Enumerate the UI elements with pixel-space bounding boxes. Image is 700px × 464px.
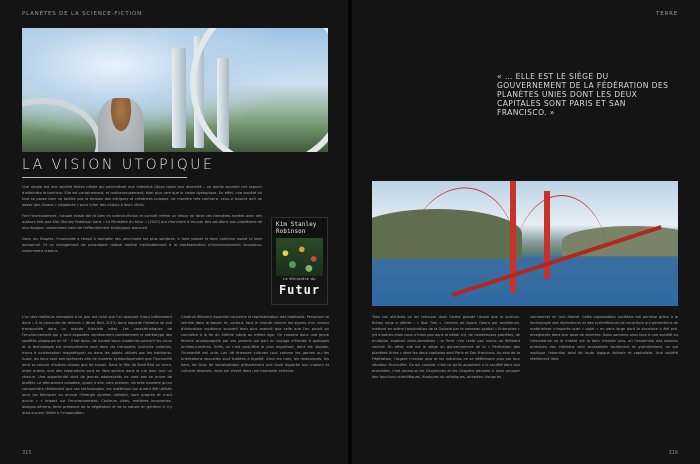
left-page [0, 0, 348, 464]
paragraph: commercer en tout liberté. Cette organisation sociétale est permise grâce à la technologie des réplicateurs et des synthétiseurs de nourriture qui permettent de matérialiser n'importe quel « objet » en sens large dont la structure a été pré-enregistrée dans leur base de données. Nous sommes ainsi face à une société où l'abondance va la misère est la faim n'existe plus, où l'ensemble des besoins primaires des individus sont accessibles facilement et gratuitement, ce qui explique l'abandon total de toute logique libérale et capitaliste. Une société réellement libre. [530, 315, 678, 361]
paragraph: Fort heureusement, l'utopie existe bel et bien en science-fiction et connaît même un retour en force ces dernières années avec des auteurs tels que Kim Stanley Robinson dans « Le Ministère du futur » (2020) qui cherchent à trouver des solutions aux problèmes de leur époque, notamment celui de l'effondrement écologique annoncé. [22, 214, 262, 230]
body-text-column-1 [22, 314, 172, 421]
body-text-column-4 [530, 314, 678, 367]
chapter-title: LA VISION UTOPIQUE [22, 157, 215, 173]
ring-structure [22, 98, 102, 152]
golden-gate-bridge-photo [372, 181, 678, 306]
paragraph: Tous ces attributs on les retrouve dans l'autre grande Utopie que la science-fiction nous a offerte : « Star Trek ». Univers de Space Opera par excellence, mettant en scène l'exploration de la Galaxie par le vaisseau spatial « Enterprise » (et d'autres mais nous n'irons pas dans le détail ici), de nombreuses planètes, de multiples espèces extra-terrestres ; la Terre n'en reste pas moins un élément central. En effet, elle est le siège du gouvernement de la « Fédération des planètes Unies » dont les deux capitales sont Paris et San Francisco. Au sein de la Fédération, l'argent n'existe plus et les individus ne se définissent plus par leur situation financière. Ce qui compte, c'est ce qu'ils apportent à la société dans son ensemble, c'est pourquoi les Citoyennes et les Citoyens peuvent à loisir occuper des fonctions scientifiques, étatiques ou artistiques, ouvertes »longs ex. [372, 315, 520, 379]
book-title: Futur [278, 283, 321, 297]
paragraph: Cardinal élément essentiel concerne la représentation des habitants. Personne ne semble dans le besoin et, surtout, tout le monde montre les signes d'un niveau d'éducation supérieur souvent bien plus avancé que celle que l'on aurait pu connaître à la fin du XXème siècle au même âge. On croisera donc une jeune femme accompagnée par ses parents qui part en voyage d'études à quelques années-lumières. Enfin, et c'est peut-être le plus important, dans les utopies, l'humanité est unie. Les dé énemies cultures tout comme les genres ou les orientations sexuelles sont traitées à égalité. Ainsi les rues, les restaurants, les bars, les lieux de socialisations présenteront une foule bigarrée aux moeurs et cultures diverses, mais qui vivent dans une harmonie certaine. [181, 315, 329, 373]
paragraph: Dans les Utopies, l'humanité a réussi à dompter ses penchants les plus sombres, à faire passer le bien commun avant le bien personnel. Et ce changement de paradigme radical amène inévitablement à la représentation d'environnements nouveaux, notamment urbains. [22, 237, 262, 253]
body-text-column-2 [181, 314, 329, 379]
page-number-left: 315 [22, 450, 32, 456]
title-rule [22, 177, 187, 178]
bridge-cable [391, 181, 527, 306]
intro-text-column [22, 184, 262, 259]
body-text-column-3 [372, 314, 520, 385]
right-page [352, 0, 700, 464]
book-series: Le Ministère du [283, 277, 316, 281]
book-cover [271, 217, 328, 305]
paragraph: L'un des meilleurs exemples à ce jour est celui que l'on aperçoit (trop) brièvement dans « À la poursuite de demain » (Brad Bird, 2015) dans laquelle l'héroïne se voit transportée dans un monde futuriste idéal. Les caractéristiques de l'environnement qui y sont exposées représentent parfaitement le stéréotype des sociétés utopiques en SF : Il fait beau, de hautes tours modernes percent les cieux et la technologie est omniprésente sauf dans les transports (voitures volantes, trains à sustentation magnétique) ou dans les objets utilisés par les habitants. Aussi, les lieux sont omniprésents afin de montrer symboliquement que l'humanité peut se soucier d'autres choses que de travail. Dans le film de Brad Bird on verra, entre autres, que des séparations sont en libre service dans la rue pour tout un chacun. Une opportunité dont de jeunes adolescents ne vont pas se priver de profiter. Le dénuement cohabite, quant à elle, vers premier, de telle manière qu'on comprendra réellement que ses technologies, les matériaux qui auront été utilisés pour les fabriquer ou encore l'énergie qu'elles utilisent, sont propres et n'ont aucun « » impact sur l'environnement. Couleurs vives, matières innovantes, designs aériens, forte présence de la végétation et de la nature en général, il n'y aura aucune limite à l'imagination. [22, 315, 172, 415]
book-author: Kim Stanley Robinson [276, 222, 317, 235]
tower-shape [172, 48, 186, 148]
running-head-right: TERRE [656, 11, 678, 17]
futuristic-city-photo [22, 28, 328, 152]
pull-quote: « … ELLE EST LE SIÈGE DU GOUVERNEMENT DE LA FÉDÉRATION DES PLANÈTES UNIES DONT LES DEUX CAPITALES SONT PARIS ET SAN FRANCISCO. » [497, 72, 669, 117]
flowers-illustration-icon [276, 238, 323, 276]
girl-figure [98, 98, 144, 152]
paragraph: Une utopie est une société fictive idéale qui permettrait aux individus (Dans toute leur diversité – on oublie souvent cet aspect) d'atteindre le bonheur. Elle est certainement, et malheureusement, bien plus rare que la vision dystopique. En effet, une société où tout se passe bien ne facilite pas la tension des intrigues et créatrices puisque, de manière très contraire, ceux-ci basent qu'il se passe des choses « négatives » pour créer des enjeux à leurs récits. [22, 185, 262, 207]
ring-structure [190, 28, 328, 152]
page-number-right: 316 [668, 450, 678, 456]
running-head-left: PLANÈTES DE LA SCIENCE-FICTION [22, 11, 142, 17]
